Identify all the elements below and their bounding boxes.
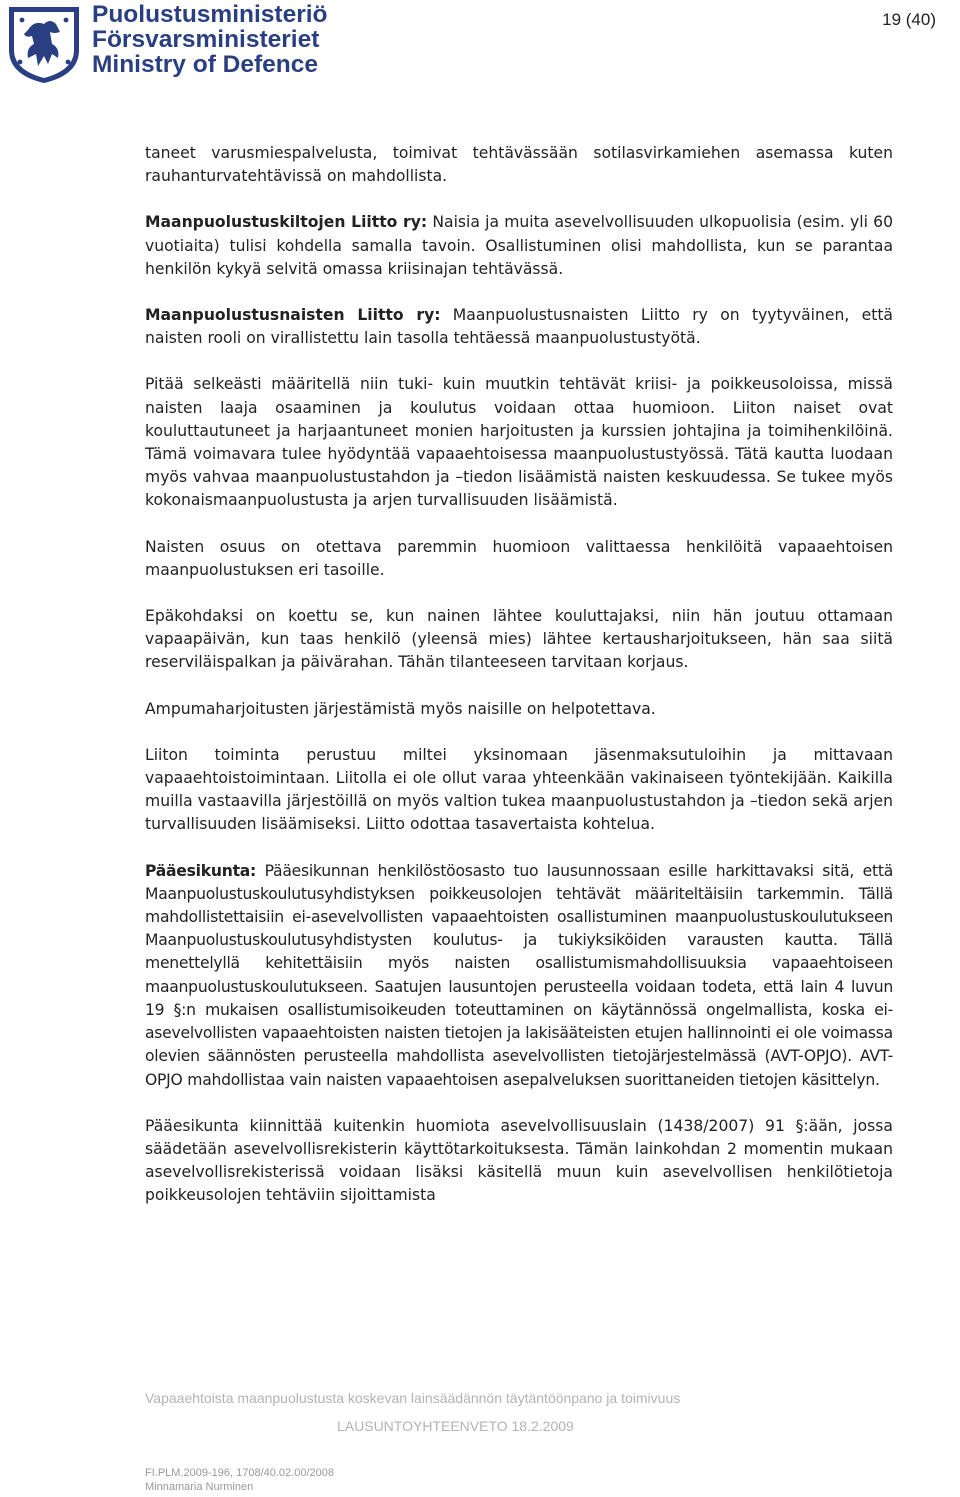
paragraph-text: Maanpuolustusnaisten Liitto ry on tyytyväinen, että naisten rooli on virallistettu lain tasolla tehtäessä maanpuolustustyötä. xyxy=(145,306,893,348)
paragraph-lead: Pääesikunta: xyxy=(145,861,257,880)
ministry-name-fi: Puolustusministeriö xyxy=(92,1,328,28)
paragraph-10 xyxy=(145,1115,893,1208)
ministry-name-en: Ministry of Defence xyxy=(92,51,318,78)
lion-crest-icon xyxy=(4,4,84,84)
paragraph-6 xyxy=(145,605,893,675)
ministry-name xyxy=(92,2,328,77)
paragraph-text: Epäkohdaksi on koettu se, kun nainen lähtee kouluttajaksi, niin hän joutuu ottamaan vapaapäivän, kun taas henkilö (yleensä mies) lähtee kertausharjoitukseen, hän saa siitä reserviläispalkan ja päivärahan. Tähän tilanteeseen tarvitaan korjaus. xyxy=(145,607,893,672)
footer-reference xyxy=(145,1466,334,1494)
document-body xyxy=(145,142,893,1208)
paragraph-7 xyxy=(145,698,893,721)
page-header xyxy=(0,0,960,90)
paragraph-8 xyxy=(145,744,893,837)
paragraph-text: Liiton toiminta perustuu miltei yksinomaan jäsenmaksutuloihin ja mittavaan vapaaehtoistoimintaan. Liitolla ei ole ollut varaa yhteenkään vakinaiseen työntekijään. Kaikilla muilla vastaavilla järjestöillä on myös valtion tukea maanpuolustustahdon ja –tiedon sekä arjen turvallisuuden lisäämiseksi. Liitto odottaa tasavertaista kohtelua. xyxy=(145,745,893,834)
footer-author: Minnamaria Nurminen xyxy=(145,1481,254,1493)
paragraph-2 xyxy=(145,211,893,281)
footer-description: Vapaaehtoista maanpuolustusta koskevan lainsäädännön täytäntöönpano ja toimivuus xyxy=(145,1390,681,1406)
paragraph-text: Ampumaharjoitusten järjestämistä myös naisille on helpotettava. xyxy=(145,699,656,718)
paragraph-9 xyxy=(145,860,893,1092)
paragraph-text: Pitää selkeästi määritellä niin tuki- kuin muutkin tehtävät kriisi- ja poikkeusoloissa, missä naisten laaja osaaminen ja koulutus voidaan ottaa huomioon. Liiton naiset ovat kouluttautuneet ja harjaantuneet monien harjoitusten ja kurssien johtajina ja toimihenkilöinä. Tämä voimavara tulee hyödyntää vapaaehtoisessa maanpuolustustyössä. Tätä kautta luodaan myös vahvaa maanpuolustustahdon ja –tiedon lisäämistä naisten keskuudessa. Se tukee myös kokonaismaanpuolustusta ja arjen turvallisuuden lisäämistä. xyxy=(145,375,893,510)
paragraph-text: Pääesikunta kiinnittää kuitenkin huomiota asevelvollisuuslain (1438/2007) 91 §:ään, jossa säädetään asevelvollisrekisterin käyttötarkoituksesta. Tämän lainkohdan 2 momentin mukaan asevelvollisrekisterissä voidaan lisäksi käsitellä muun kuin asevelvollisen henkilötietoja poikkeusolojen tehtäviin sijoittamista xyxy=(145,1116,893,1205)
paragraph-text: Naisia ja muita asevelvollisuuden ulkopuolisia (esim. yli 60 vuotiaita) tulisi kohdella samalla tavoin. Osallistuminen olisi mahdollista, kun se parantaa henkilön kykyä selvitä omassa kriisinajan tehtävässä. xyxy=(145,213,893,278)
footer-reference-number: FI.PLM.2009-196, 1708/40.02.00/2008 xyxy=(145,1467,334,1479)
paragraph-text: taneet varusmiespalvelusta, toimivat tehtävässään sotilasvirkamiehen asemassa kuten rauhanturvatehtävissä on mahdollista. xyxy=(145,144,893,186)
paragraph-text: Naisten osuus on otettava paremmin huomioon valittaessa henkilöitä vapaaehtoisen maanpuolustuksen eri tasoille. xyxy=(145,537,893,579)
paragraph-lead: Maanpuolustusnaisten Liitto ry: xyxy=(145,306,441,325)
paragraph-lead: Maanpuolustuskiltojen Liitto ry: xyxy=(145,213,428,232)
paragraph-3 xyxy=(145,304,893,350)
paragraph-4 xyxy=(145,373,893,512)
ministry-name-sv: Försvarsministeriet xyxy=(92,26,320,53)
footer-title: LAUSUNTOYHTEENVETO 18.2.2009 xyxy=(337,1418,574,1434)
paragraph-text: Pääesikunnan henkilöstöosasto tuo lausunnossaan esille harkittavaksi sitä, että Maanpuolustuskoulutusyhdistyksen poikkeusolojen tehtävät määriteltäisiin tarkemmin. Tällä mahdollistettaisiin ei-asevelvollisten vapaaehtoisten osallistuminen maanpuolustuskoulutukseen Maanpuolustuskoulutusyhdistysten koulutus- ja tukiyksiköiden varausten kautta. Tällä menettelyllä kehitettäisiin myös naisten osallistumismahdollisuuksia vapaaehtoiseen maanpuolustuskoulutukseen. Saatujen lausuntojen perusteella voidaan todeta, että lain 4 luvun 19 §:n mukaisen osallistumisoikeuden toteuttaminen on käytännössä ongelmallista, koska ei-asevelvollisten vapaaehtoisten naisten tietojen ja lakisääteisten etujen hallinnointi ei ole voimassa olevien säännösten perusteella mahdollista asevelvollisten tietojärjestelmässä (AVT-OPJO). AVT-OPJO mahdollistaa vain naisten vapaaehtoisen asepalveluksen suorittaneiden tietojen käsittelyn. xyxy=(145,861,893,1089)
paragraph-1 xyxy=(145,142,893,188)
paragraph-5 xyxy=(145,536,893,582)
page-number: 19 (40) xyxy=(882,10,936,29)
